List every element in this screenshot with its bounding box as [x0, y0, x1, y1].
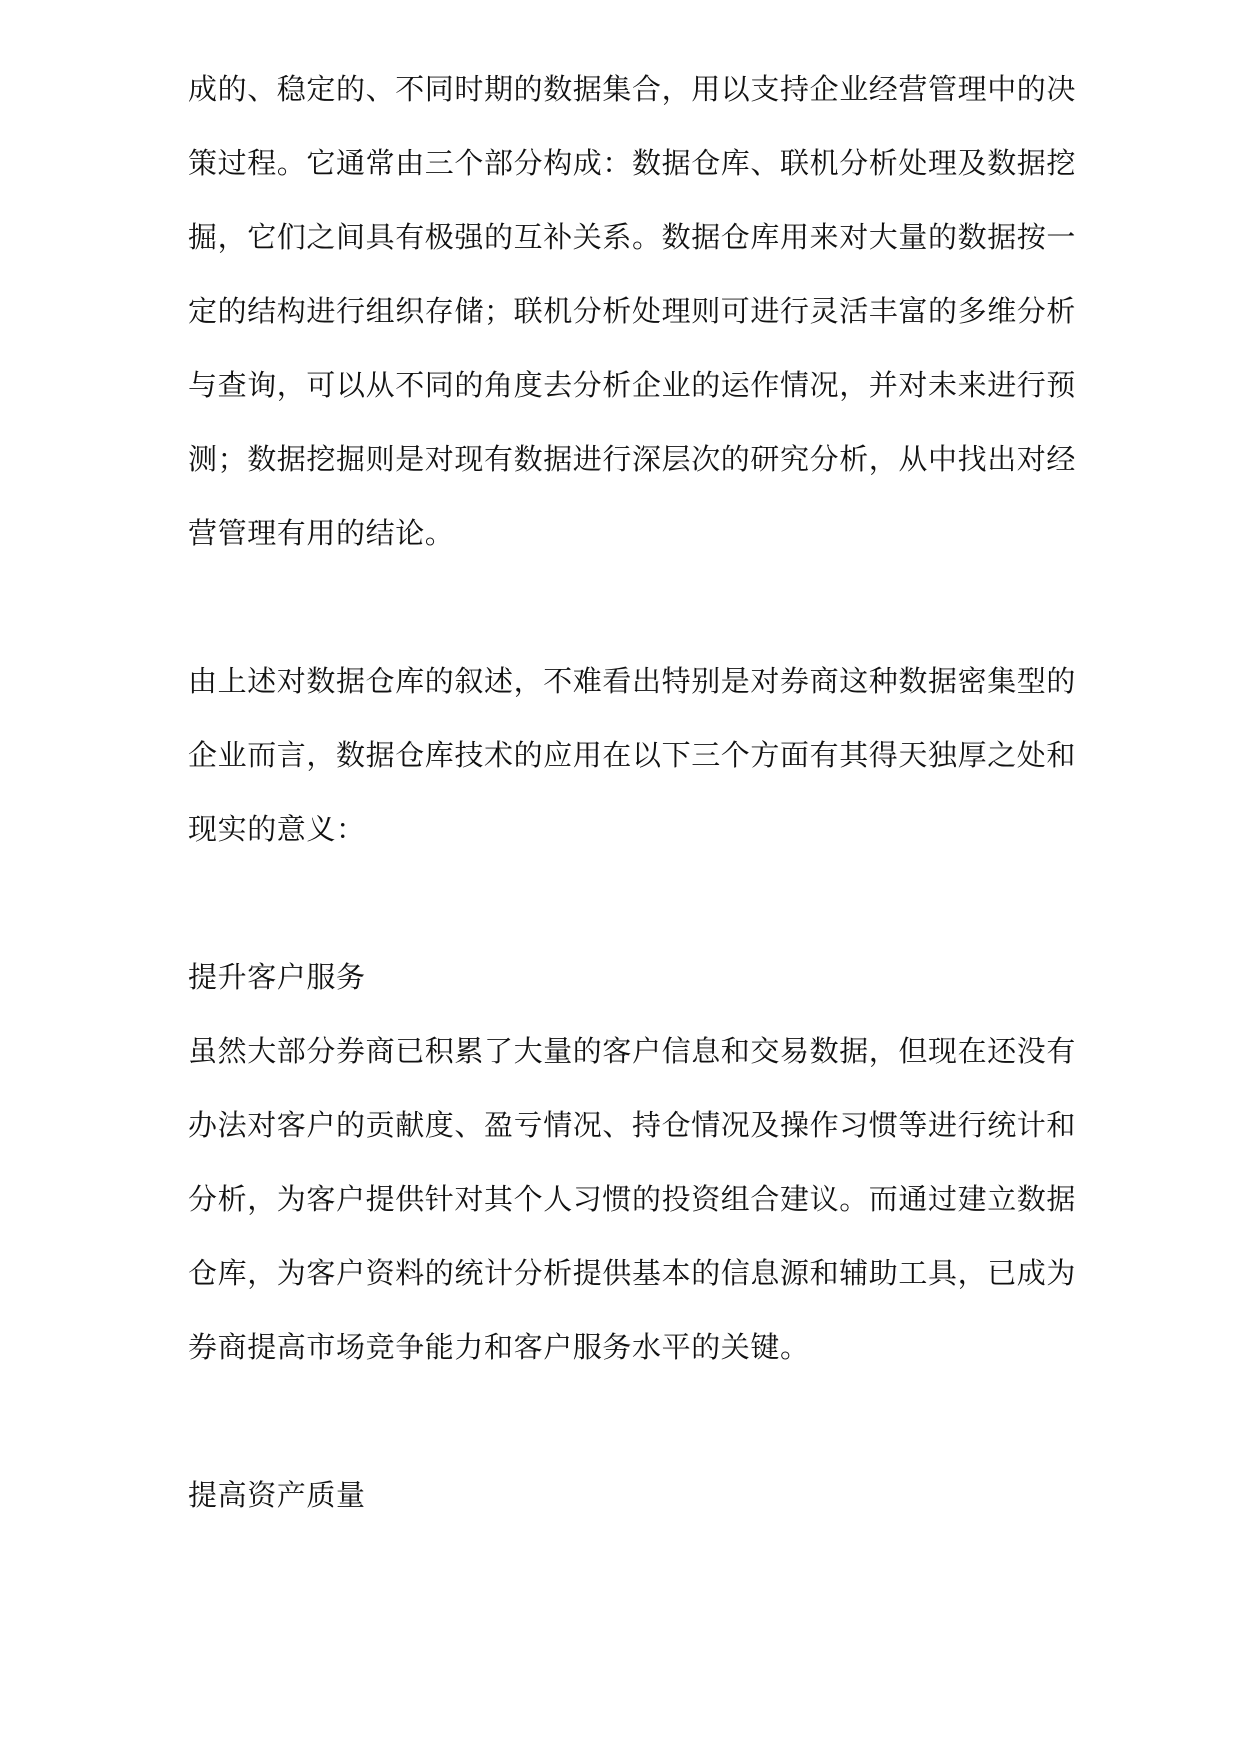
text-line: 仓库，为客户资料的统计分析提供基本的信息源和辅助工具，已成为 — [188, 1256, 1077, 1290]
text-line: 与查询，可以从不同的角度去分析企业的运作情况，并对未来进行预 — [188, 368, 1077, 402]
text-line: 营管理有用的结论。 — [188, 516, 455, 550]
paragraph-spacer — [188, 1384, 1124, 1458]
paragraph-data-warehouse-definition — [188, 52, 1124, 570]
text-line: 策过程。它通常由三个部分构成：数据仓库、联机分析处理及数据挖 — [188, 146, 1077, 180]
text-line: 成的、稳定的、不同时期的数据集合，用以支持企业经营管理中的决 — [188, 72, 1077, 106]
paragraph-spacer — [188, 570, 1124, 644]
section-customer-service — [188, 940, 1124, 1384]
text-line: 办法对客户的贡献度、盈亏情况、持仓情况及操作习惯等进行统计和 — [188, 1108, 1077, 1142]
text-line: 分析，为客户提供针对其个人习惯的投资组合建议。而通过建立数据 — [188, 1182, 1077, 1216]
paragraph-significance — [188, 644, 1124, 866]
paragraph-spacer — [188, 866, 1124, 940]
section-heading: 提升客户服务 — [188, 960, 366, 994]
section-asset-quality — [188, 1458, 1124, 1532]
text-line: 由上述对数据仓库的叙述，不难看出特别是对券商这种数据密集型的 — [188, 664, 1077, 698]
text-line: 虽然大部分券商已积累了大量的客户信息和交易数据，但现在还没有 — [188, 1034, 1077, 1068]
text-line: 券商提高市场竞争能力和客户服务水平的关键。 — [188, 1330, 810, 1364]
text-line: 测；数据挖掘则是对现有数据进行深层次的研究分析，从中找出对经 — [188, 442, 1077, 476]
text-line: 现实的意义： — [188, 812, 366, 846]
text-line: 企业而言，数据仓库技术的应用在以下三个方面有其得天独厚之处和 — [188, 738, 1077, 772]
document-page — [188, 52, 1124, 1532]
section-heading: 提高资产质量 — [188, 1478, 366, 1512]
text-line: 定的结构进行组织存储；联机分析处理则可进行灵活丰富的多维分析 — [188, 294, 1077, 328]
text-line: 掘，它们之间具有极强的互补关系。数据仓库用来对大量的数据按一 — [188, 220, 1077, 254]
